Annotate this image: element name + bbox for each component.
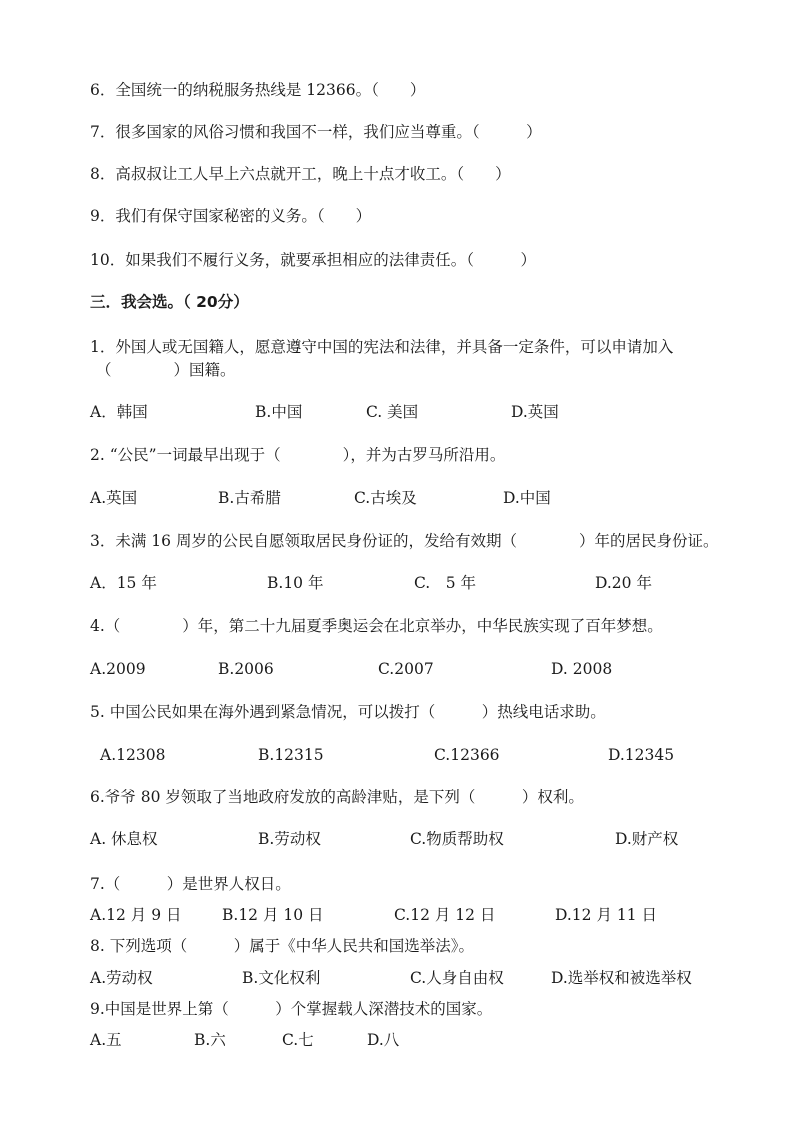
section-title: 三．我会选。（ 20分） — [90, 293, 249, 311]
q6-option-a: A. 休息权 — [90, 830, 158, 848]
q8-option-c: C.人身自由权 — [410, 969, 504, 987]
question-3-stem: 3．未满 16 周岁的公民自愿领取居民身份证的，发给有效期（ ）年的居民身份证。 — [90, 532, 719, 550]
q2-option-d: D.中国 — [503, 489, 551, 507]
q7-option-d: D.12 月 11 日 — [555, 906, 658, 924]
judge-item-9: 9．我们有保守国家秘密的义务。（ ） — [90, 207, 372, 225]
q9-option-d: D.八 — [367, 1031, 400, 1049]
question-5-stem: 5. 中国公民如果在海外遇到紧急情况，可以拨打（ ）热线电话求助。 — [90, 703, 606, 721]
q2-option-a: A.英国 — [90, 489, 138, 507]
q4-option-c: C.2007 — [378, 660, 434, 678]
q6-option-c: C.物质帮助权 — [410, 830, 504, 848]
question-6-stem: 6.爷爷 80 岁领取了当地政府发放的高龄津贴，是下列（ ）权利。 — [90, 788, 584, 806]
q1-option-d: D.英国 — [511, 403, 559, 421]
q1-option-c: C. 美国 — [366, 403, 419, 421]
question-1-stem-line2: （ ）国籍。 — [96, 361, 236, 379]
judge-item-7: 7．很多国家的风俗习惯和我国不一样，我们应当尊重。（ ） — [90, 123, 542, 141]
question-9-stem: 9.中国是世界上第（ ）个掌握载人深潜技术的国家。 — [90, 1000, 493, 1018]
q9-option-b: B.六 — [194, 1031, 226, 1049]
q3-option-b: B.10 年 — [267, 574, 324, 592]
q8-option-d: D.选举权和被选举权 — [551, 969, 692, 987]
q8-option-b: B.文化权利 — [242, 969, 321, 987]
q9-option-c: C.七 — [282, 1031, 314, 1049]
q8-option-a: A.劳动权 — [90, 969, 153, 987]
q4-option-a: A.2009 — [90, 660, 146, 678]
q5-option-b: B.12315 — [258, 746, 324, 764]
q5-option-d: D.12345 — [608, 746, 675, 764]
q5-option-c: C.12366 — [434, 746, 500, 764]
q2-option-c: C.古埃及 — [354, 489, 417, 507]
q4-option-d: D. 2008 — [551, 660, 613, 678]
q5-option-a: A.12308 — [100, 746, 166, 764]
q1-option-a: A．韩国 — [90, 403, 148, 421]
q7-option-c: C.12 月 12 日 — [394, 906, 496, 924]
question-4-stem: 4.（ ）年，第二十九届夏季奥运会在北京举办，中华民族实现了百年梦想。 — [90, 617, 663, 635]
q4-option-b: B.2006 — [218, 660, 274, 678]
q1-option-b: B.中国 — [255, 403, 303, 421]
q3-option-c: C. 5 年 — [414, 574, 477, 592]
question-8-stem: 8. 下列选项（ ）属于《中华人民共和国选举法》。 — [90, 937, 474, 955]
q2-option-b: B.古希腊 — [218, 489, 281, 507]
question-7-stem: 7.（ ）是世界人权日。 — [90, 875, 291, 893]
q7-option-a: A.12 月 9 日 — [90, 906, 182, 924]
judge-item-6: 6．全国统一的纳税服务热线是 12366。（ ） — [90, 81, 426, 99]
q3-option-d: D.20 年 — [595, 574, 652, 592]
q3-option-a: A．15 年 — [90, 574, 157, 592]
q7-option-b: B.12 月 10 日 — [222, 906, 324, 924]
question-1-stem-line1: 1．外国人或无国籍人，愿意遵守中国的宪法和法律，并具备一定条件，可以申请加入 — [90, 338, 674, 356]
judge-item-10: 10．如果我们不履行义务，就要承担相应的法律责任。（ ） — [90, 251, 536, 269]
q6-option-d: D.财产权 — [615, 830, 679, 848]
question-2-stem: 2. “公民”一词最早出现于（ ），并为古罗马所沿用。 — [90, 446, 506, 464]
q9-option-a: A.五 — [90, 1031, 122, 1049]
judge-item-8: 8．高叔叔让工人早上六点就开工，晚上十点才收工。（ ） — [90, 165, 511, 183]
q6-option-b: B.劳动权 — [258, 830, 321, 848]
